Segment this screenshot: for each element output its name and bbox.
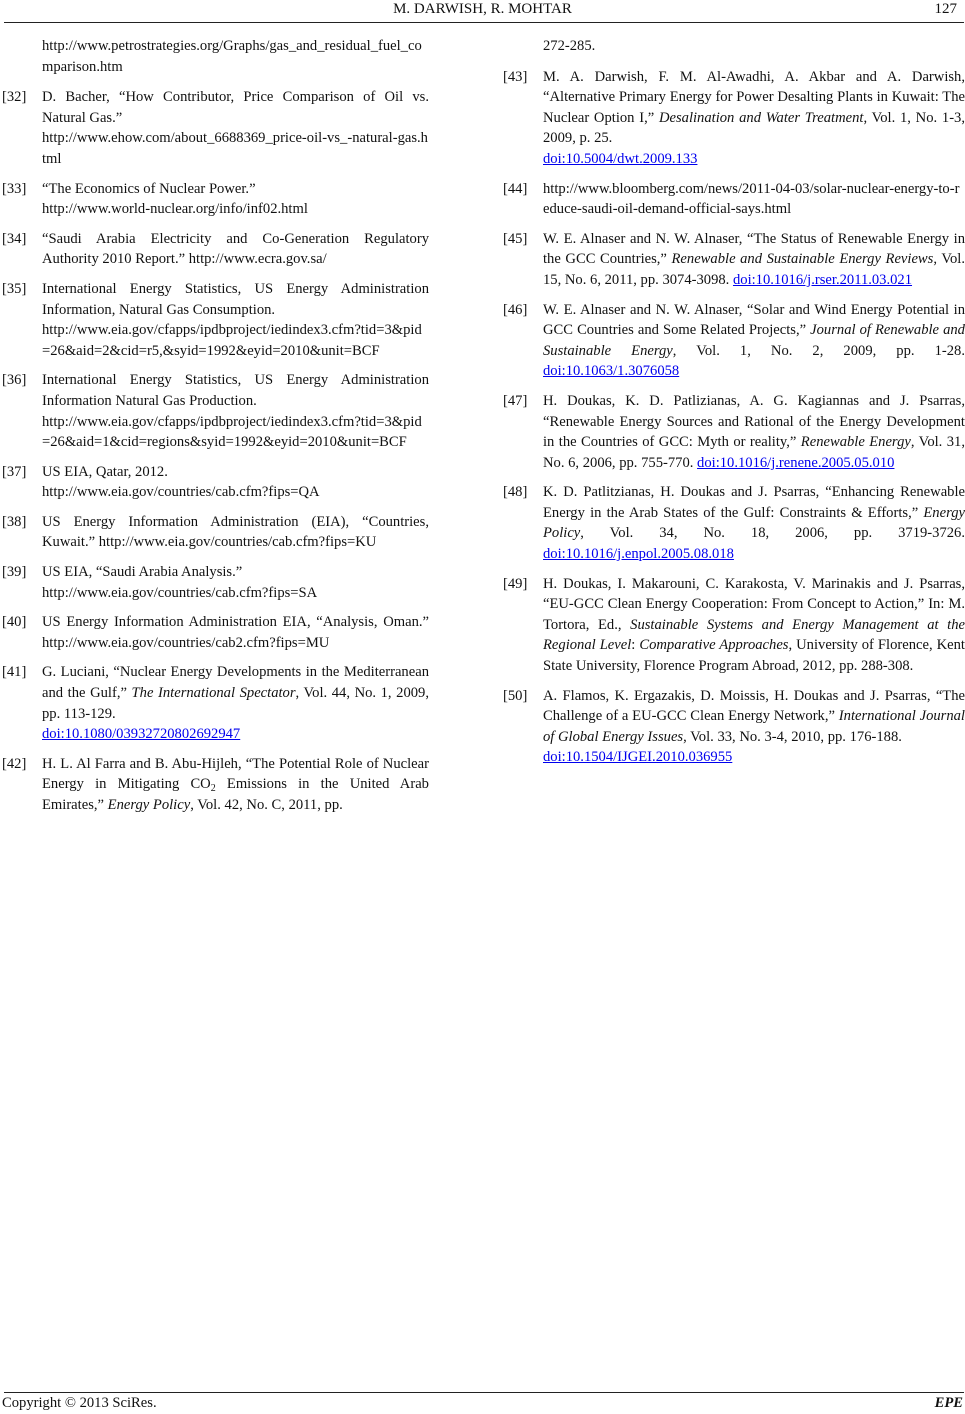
reference-33 bbox=[2, 179, 429, 220]
reference-text: US EIA, Qatar, 2012. bbox=[42, 463, 168, 480]
reference-number: [42] bbox=[2, 755, 27, 772]
reference-details: , Vol. 1, No. 1-3, 2009, p. 25. bbox=[543, 109, 965, 147]
doi-link[interactable]: doi:10.1016/j.rser.2011.03.021 bbox=[732, 271, 913, 288]
journal-title: Energy Policy bbox=[107, 797, 191, 813]
reference-32 bbox=[2, 87, 429, 169]
reference-details: , Vol. 15, No. 6, 2011, pp. 3074-3098. bbox=[543, 251, 965, 288]
journal-title: Desalination and Water Treatment bbox=[658, 109, 864, 126]
reference-url[interactable]: http://www.eia.gov/countries/cab.cfm?fips=SA bbox=[42, 584, 318, 601]
footer-rule bbox=[4, 1392, 964, 1393]
book-subtitle: Comparative Approaches bbox=[639, 637, 789, 654]
reference-url[interactable]: http://www.bloomberg.com/news/2011-04-03/solar-nuclear-energy-to-reduce-saudi-oil-demand-official-says.html bbox=[543, 180, 960, 218]
reference-number: [46] bbox=[503, 301, 528, 318]
journal-title: Energy Policy bbox=[543, 504, 965, 542]
reference-number: [32] bbox=[2, 89, 27, 106]
running-title: M. DARWISH, R. MOHTAR bbox=[393, 1, 572, 17]
reference-details: , Vol. 44, No. 1, 2009, pp. 113-129. bbox=[42, 685, 430, 722]
reference-text: W. E. Alnaser and N. W. Alnaser, “The Status of Renewable Energy in the GCC Countries,” bbox=[543, 230, 965, 268]
journal-title: The International Spectator bbox=[131, 685, 296, 702]
reference-number: [34] bbox=[2, 230, 27, 247]
reference-text: US EIA, “Saudi Arabia Analysis.” bbox=[42, 564, 243, 581]
doi-link[interactable]: doi:10.1016/j.enpol.2005.08.018 bbox=[543, 546, 734, 563]
reference-41 bbox=[2, 662, 429, 744]
reference-number: [35] bbox=[2, 280, 27, 297]
reference-text: US Energy Information Administration EIA, “Analysis, Oman.” http://www.eia.gov/countries/cab2.cfm?fips=MU bbox=[42, 614, 429, 651]
journal-title: Renewable Energy bbox=[800, 434, 911, 451]
book-title: Sustainable Systems and Energy Management at the Regional Level bbox=[543, 616, 965, 654]
reference-text: H. Doukas, K. D. Patlizianas, A. G. Kagiannas and J. Psarras, “Renewable Energy Sources and Rational of the Energy Development in the Countries of GCC: Myth or reality,” bbox=[543, 392, 965, 451]
reference-details: , Vol. 1, No. 2, 2009, pp. 1-28. bbox=[672, 342, 965, 359]
reference-number: [33] bbox=[2, 180, 27, 197]
reference-text: US Energy Information Administration (EIA), “Countries, Kuwait.” http://www.eia.gov/countries/cab.cfm?fips=KU bbox=[42, 513, 429, 551]
reference-text: International Energy Statistics, US Energy Administration Information, Natural Gas Consumption. bbox=[42, 280, 429, 318]
reference-continuation: 272-285. bbox=[543, 38, 596, 54]
header-rule bbox=[4, 22, 964, 23]
reference-45 bbox=[503, 229, 965, 291]
reference-40 bbox=[2, 612, 429, 653]
reference-46 bbox=[503, 300, 965, 382]
journal-abbreviation: EPE bbox=[934, 1395, 963, 1411]
reference-36 bbox=[2, 370, 429, 452]
doi-link[interactable]: doi:10.1080/03932720802692947 bbox=[42, 726, 241, 743]
reference-number: [44] bbox=[503, 180, 528, 197]
reference-number: [41] bbox=[2, 664, 27, 681]
reference-number: [50] bbox=[503, 687, 528, 704]
reference-49 bbox=[503, 574, 965, 677]
reference-37 bbox=[2, 462, 429, 503]
copyright-notice: Copyright © 2013 SciRes. bbox=[2, 1395, 157, 1411]
reference-details: , Vol. 34, No. 18, 2006, pp. 3719-3726. bbox=[580, 525, 965, 542]
reference-text: W. E. Alnaser and N. W. Alnaser, “Solar and Wind Energy Potential in GCC Countries and Some Related Projects,” bbox=[543, 301, 965, 339]
reference-number: [49] bbox=[503, 575, 528, 592]
reference-details: , Vol. 42, No. C, 2011, pp. bbox=[190, 797, 343, 813]
reference-text: Emissions in the United Arab Emirates,” bbox=[42, 776, 429, 813]
reference-url[interactable]: http://www.eia.gov/cfapps/ipdbproject/iedindex3.cfm?tid=3&pid=26&aid=1&cid=regions&syid=1992&eyid=2010&unit=BCF bbox=[42, 413, 422, 451]
right-column bbox=[503, 36, 965, 777]
reference-text: “The Economics of Nuclear Power.” bbox=[42, 180, 256, 197]
reference-number: [36] bbox=[2, 372, 27, 389]
reference-38 bbox=[2, 512, 429, 553]
doi-link[interactable]: doi:10.1063/1.3076058 bbox=[543, 363, 680, 380]
reference-details: , Vol. 33, No. 3-4, 2010, pp. 176-188. bbox=[683, 728, 902, 745]
reference-number: [37] bbox=[2, 463, 27, 480]
reference-text: International Energy Statistics, US Energy Administration Information Natural Gas Production. bbox=[42, 372, 429, 409]
reference-44 bbox=[503, 179, 965, 220]
journal-title: Renewable and Sustainable Energy Reviews bbox=[671, 251, 934, 268]
reference-35 bbox=[2, 279, 429, 361]
reference-text: M. A. Darwish, F. M. Al-Awadhi, A. Akbar and A. Darwish, “Alternative Primary Energy for Power Desalting Plants in Kuwait: The Nuclear Option I,” bbox=[543, 68, 965, 126]
reference-text: H. L. Al Farra and B. Abu-Hijleh, “The Potential Role of Nuclear Energy in Mitigating CO bbox=[42, 755, 429, 793]
reference-text: G. Luciani, “Nuclear Energy Developments in the Mediterranean and the Gulf,” bbox=[42, 664, 429, 702]
doi-link[interactable]: doi:10.1016/j.renene.2005.05.010 bbox=[697, 454, 895, 471]
page-number: 127 bbox=[934, 1, 957, 17]
reference-34 bbox=[2, 229, 429, 270]
reference-url[interactable]: http://www.eia.gov/countries/cab.cfm?fips=QA bbox=[42, 484, 320, 501]
left-column bbox=[2, 36, 429, 825]
reference-text: “Saudi Arabia Electricity and Co-Generation Regulatory Authority 2010 Report.” http://www.ecra.gov.sa/ bbox=[42, 230, 429, 268]
page-header bbox=[0, 0, 965, 24]
reference-47 bbox=[503, 391, 965, 473]
reference-50 bbox=[503, 686, 965, 768]
reference-42 bbox=[2, 754, 429, 816]
doi-link[interactable]: doi:10.1504/IJGEI.2010.036955 bbox=[543, 749, 733, 766]
reference-48 bbox=[503, 482, 965, 564]
reference-text: D. Bacher, “How Contributor, Price Comparison of Oil vs. Natural Gas.” bbox=[42, 89, 429, 126]
reference-continuation: http://www.petrostrategies.org/Graphs/gas_and_residual_fuel_comparison.htm bbox=[42, 38, 422, 75]
reference-43 bbox=[503, 67, 965, 170]
reference-text: H. Doukas, I. Makarouni, C. Karakosta, V. Marinakis and J. Psarras, “EU-GCC Clean Energy Cooperation: From Concept to Action,” In: M. Tortora, Ed., bbox=[543, 575, 965, 633]
reference-text: K. D. Patlitzianas, H. Doukas and J. Psarras, “Enhancing Renewable Energy in the Arab States of the Gulf: Constraints & Efforts,” bbox=[543, 484, 965, 521]
reference-number: [39] bbox=[2, 564, 27, 581]
subscript: 2 bbox=[210, 783, 216, 795]
reference-url[interactable]: http://www.eia.gov/cfapps/ipdbproject/iedindex3.cfm?tid=3&pid=26&aid=2&cid=r5,&syid=1992&eyid=2010&unit=BCF bbox=[42, 322, 422, 359]
journal-title: Journal of Renewable and Sustainable Energy bbox=[543, 322, 965, 359]
reference-details: , Vol. 31, No. 6, 2006, pp. 755-770. bbox=[543, 434, 965, 471]
reference-text: A. Flamos, K. Ergazakis, D. Moissis, H. Doukas and J. Psarras, “The Challenge of a EU-GCC Clean Energy Network,” bbox=[543, 687, 965, 725]
reference-number: [43] bbox=[503, 68, 528, 85]
reference-url[interactable]: http://www.ehow.com/about_6688369_price-oil-vs_-natural-gas.html bbox=[42, 130, 428, 167]
reference-39 bbox=[2, 562, 429, 603]
reference-text: : bbox=[631, 637, 640, 654]
journal-title: International Journal of Global Energy Issues bbox=[543, 708, 965, 745]
reference-number: [40] bbox=[2, 614, 27, 631]
reference-number: [45] bbox=[503, 230, 528, 247]
reference-url[interactable]: http://www.world-nuclear.org/info/inf02.html bbox=[42, 201, 308, 218]
reference-number: [47] bbox=[503, 392, 528, 409]
doi-link[interactable]: doi:10.5004/dwt.2009.133 bbox=[543, 150, 698, 167]
reference-number: [38] bbox=[2, 513, 27, 530]
reference-details: , University of Florence, Kent State University, Florence Program Abroad, 2012, pp. 288-308. bbox=[543, 637, 965, 675]
reference-number: [48] bbox=[503, 484, 528, 501]
page-footer bbox=[0, 1392, 965, 1414]
